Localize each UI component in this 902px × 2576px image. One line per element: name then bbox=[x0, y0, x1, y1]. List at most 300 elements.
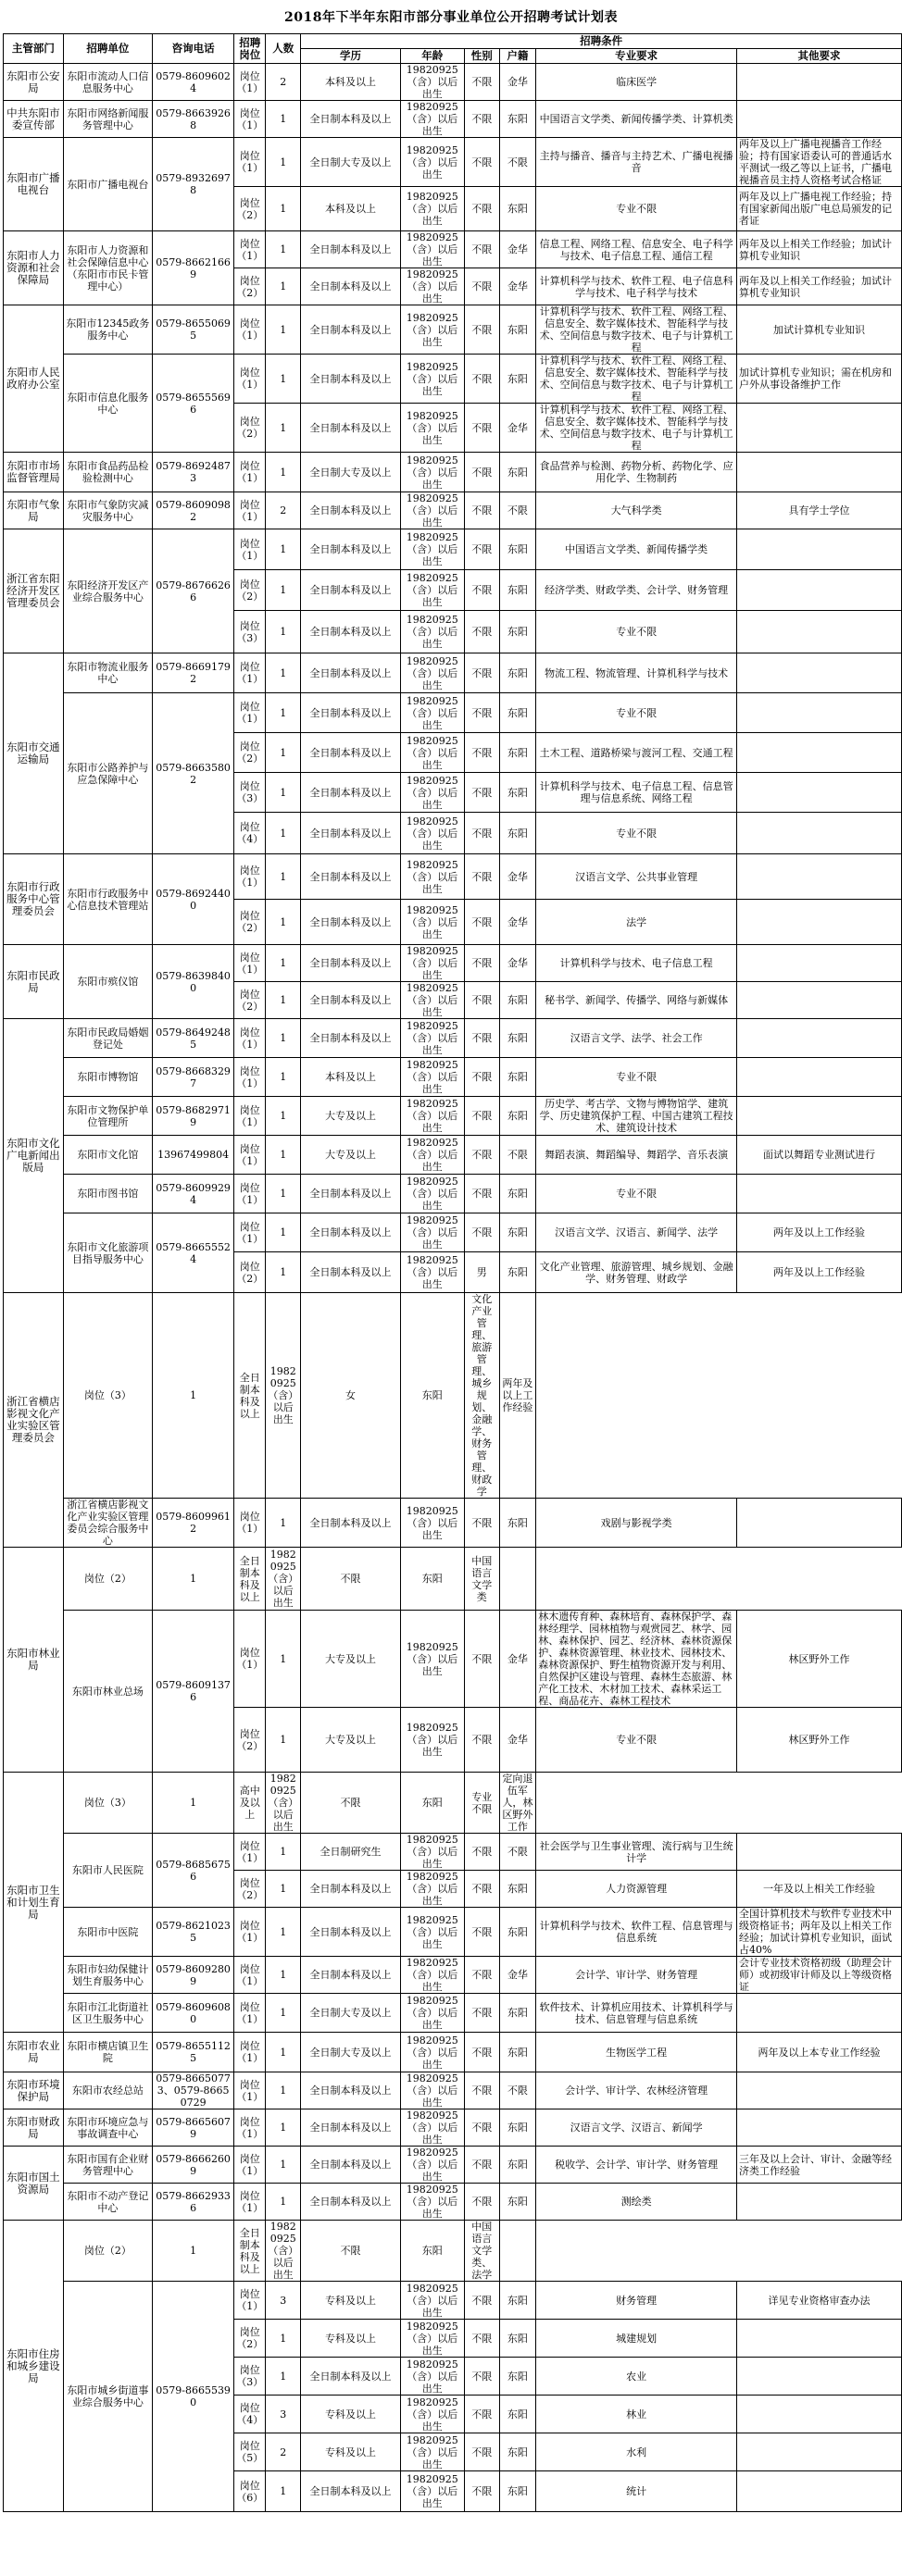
cell-post: 岗位（2） bbox=[234, 1708, 266, 1773]
age-line: 19820925 bbox=[406, 1995, 458, 2007]
cell-hukou: 东阳 bbox=[499, 2147, 536, 2184]
table-row bbox=[4, 854, 902, 900]
cell-phone: 0579-86555696 bbox=[152, 355, 233, 453]
age-line: （含）以后 bbox=[407, 1149, 458, 1161]
cell-dept: 浙江省东阳经济开发区管理委员会 bbox=[4, 529, 64, 653]
table-row bbox=[4, 1957, 902, 1994]
cell-other: 加试计算机专业知识；需在机房和户外从事设备维护工作 bbox=[737, 355, 902, 404]
age-line: 19820925 bbox=[406, 945, 458, 957]
cell-hukou: 东阳 bbox=[400, 2221, 464, 2282]
cell-count: 1 bbox=[266, 1175, 301, 1213]
cell-edu: 全日制本科及以上 bbox=[301, 268, 401, 305]
cell-post: 岗位（1） bbox=[234, 355, 266, 404]
cell-hukou: 东阳 bbox=[400, 1773, 464, 1834]
age-line: 出生 bbox=[421, 1664, 443, 1677]
age-line: （含）以后 bbox=[407, 1969, 458, 1981]
cell-phone: 0579-89326978 bbox=[152, 138, 233, 231]
cell-unit: 东阳市食品药品检验检测中心 bbox=[63, 453, 152, 492]
cell-major: 计算机科学与技术、软件工程、网络工程、信息安全、数字媒体技术、智能科学与技术、空间信息与数字技术、电子与计算机工程 bbox=[536, 355, 737, 404]
cell-major: 汉语言文学、汉语言、新闻学、法学 bbox=[536, 1213, 737, 1252]
table-row bbox=[4, 138, 902, 187]
cell-hukou: 东阳 bbox=[499, 2471, 536, 2512]
cell-hukou: 东阳 bbox=[499, 2320, 536, 2358]
cell-edu: 全日制本科及以上 bbox=[301, 1871, 401, 1908]
table-row bbox=[4, 1499, 902, 1548]
cell-unit: 东阳市国有企业财务管理中心 bbox=[63, 2147, 152, 2184]
cell-count: 2 bbox=[266, 492, 301, 529]
cell-gender: 不限 bbox=[464, 2282, 499, 2320]
cell-post: 岗位（1） bbox=[234, 693, 266, 733]
cell-other: 两年及以上工作经验 bbox=[737, 1213, 902, 1252]
cell-phone: 0579-86398400 bbox=[152, 945, 233, 1019]
age-line: （含）以后 bbox=[407, 786, 458, 799]
cell-post: 岗位（1） bbox=[234, 1834, 266, 1871]
cell-other bbox=[737, 1994, 902, 2033]
cell-hukou: 东阳 bbox=[499, 1097, 536, 1136]
cell-hukou: 东阳 bbox=[499, 2033, 536, 2072]
cell-edu: 全日制本科及以上 bbox=[301, 1957, 401, 1994]
cell-count: 1 bbox=[152, 1548, 233, 1611]
cell-gender: 不限 bbox=[464, 1019, 499, 1058]
cell-edu: 全日制本科及以上 bbox=[234, 1293, 266, 1499]
cell-count: 1 bbox=[266, 453, 301, 492]
age-line: 出生 bbox=[421, 1083, 443, 1095]
cell-hukou: 东阳 bbox=[499, 570, 536, 611]
cell-post: 岗位（3） bbox=[234, 773, 266, 813]
cell-post: 岗位（1） bbox=[234, 2033, 266, 2072]
cell-other: 两年及以上相关工作经验；加试计算机专业知识 bbox=[737, 231, 902, 268]
age-line: 出生 bbox=[421, 255, 443, 268]
age-line: 19820925 bbox=[406, 2184, 458, 2196]
cell-gender: 不限 bbox=[464, 982, 499, 1019]
cell-post: 岗位（1） bbox=[234, 1908, 266, 1957]
cell-age bbox=[400, 1175, 464, 1213]
table-row bbox=[4, 64, 902, 101]
cell-post: 岗位（1） bbox=[234, 529, 266, 570]
cell-other: 林区野外工作 bbox=[737, 1611, 902, 1708]
cell-phone: 0579-86550695 bbox=[152, 305, 233, 355]
cell-post: 岗位（2） bbox=[234, 1252, 266, 1293]
age-line: 19820925 bbox=[406, 409, 458, 422]
cell-gender: 不限 bbox=[464, 653, 499, 693]
cell-post: 岗位（3） bbox=[234, 2358, 266, 2396]
cell-edu: 全日制本科及以上 bbox=[301, 2358, 401, 2396]
cell-age bbox=[400, 404, 464, 453]
cell-major: 计算机科学与技术、软件工程、信息管理与信息系统 bbox=[536, 1908, 737, 1957]
cell-hukou: 东阳 bbox=[499, 773, 536, 813]
cell-phone: 0579-86551125 bbox=[152, 2033, 233, 2072]
cell-unit: 东阳市物流业服务中心 bbox=[63, 653, 152, 693]
cell-other bbox=[737, 611, 902, 653]
cell-other bbox=[737, 64, 902, 101]
cell-hukou: 东阳 bbox=[499, 1871, 536, 1908]
cell-edu: 全日制大专及以上 bbox=[301, 138, 401, 187]
cell-gender: 不限 bbox=[464, 2184, 499, 2221]
age-line: 出生 bbox=[421, 758, 443, 771]
cell-edu: 全日制本科及以上 bbox=[301, 982, 401, 1019]
table-row bbox=[4, 305, 902, 355]
cell-edu: 全日制本科及以上 bbox=[301, 733, 401, 773]
age-line: 出生 bbox=[421, 88, 443, 100]
age-line: 19820925 bbox=[406, 774, 458, 787]
cell-dept: 东阳市国土资源局 bbox=[4, 2147, 64, 2221]
table-row bbox=[4, 492, 902, 529]
header-row-top bbox=[4, 34, 902, 49]
cell-count: 1 bbox=[266, 1994, 301, 2033]
table-row bbox=[4, 1611, 902, 1708]
cell-edu: 全日制本科及以上 bbox=[301, 813, 401, 854]
cell-count: 1 bbox=[266, 773, 301, 813]
cell-other: 林区野外工作 bbox=[737, 1708, 902, 1773]
cell-count: 1 bbox=[266, 1499, 301, 1548]
cell-hukou: 金华 bbox=[499, 64, 536, 101]
cell-phone: 0579-86662609 bbox=[152, 2147, 233, 2184]
cell-other bbox=[737, 854, 902, 900]
age-line: （含）以后 bbox=[407, 1925, 458, 1938]
table-row bbox=[4, 1019, 902, 1058]
cell-post: 岗位（1） bbox=[234, 2184, 266, 2221]
cell-edu: 全日制本科及以上 bbox=[301, 773, 401, 813]
age-line: 出生 bbox=[421, 678, 443, 691]
age-line: 19820925 bbox=[406, 231, 458, 243]
cell-other: 两年及以上工作经验 bbox=[737, 1252, 902, 1293]
age-line: 19820925 bbox=[406, 2433, 458, 2446]
cell-post: 岗位（1） bbox=[234, 453, 266, 492]
cell-unit: 东阳市公路养护与应急保障中心 bbox=[63, 693, 152, 854]
cell-gender: 不限 bbox=[464, 453, 499, 492]
cell-age bbox=[400, 1957, 464, 1994]
table-row bbox=[4, 2147, 902, 2184]
cell-major: 舞蹈表演、舞蹈编导、舞蹈学、音乐表演 bbox=[536, 1136, 737, 1175]
cell-major: 秘书学、新闻学、传播学、网络与新媒体 bbox=[536, 982, 737, 1019]
cell-phone: 0579-86091376 bbox=[152, 1611, 233, 1773]
cell-phone: 0579-86092809 bbox=[152, 1957, 233, 1994]
cell-count: 1 bbox=[266, 101, 301, 138]
cell-dept: 东阳市农业局 bbox=[4, 2033, 64, 2072]
cell-major: 会计学、审计学、财务管理 bbox=[536, 1957, 737, 1994]
cell-unit: 东阳市妇幼保健计划生育服务中心 bbox=[63, 1957, 152, 1994]
cell-post: 岗位（1） bbox=[234, 854, 266, 900]
cell-post: 岗位（1） bbox=[234, 1136, 266, 1175]
age-line: 出生 bbox=[421, 433, 443, 446]
cell-post: 岗位（2） bbox=[234, 268, 266, 305]
cell-unit: 东阳市文化旅游项目指导服务中心 bbox=[63, 1213, 152, 1293]
cell-count: 1 bbox=[266, 2147, 301, 2184]
age-line: 19820925 bbox=[269, 1549, 296, 1573]
cell-age bbox=[400, 1908, 464, 1957]
cell-other bbox=[737, 453, 902, 492]
cell-major: 土木工程、道路桥梁与渡河工程、交通工程 bbox=[536, 733, 737, 773]
age-line: （含）以后 bbox=[407, 1266, 458, 1278]
header-count: 人数 bbox=[266, 34, 301, 64]
cell-unit: 东阳市网络新闻服务管理中心 bbox=[63, 101, 152, 138]
cell-hukou: 东阳 bbox=[499, 1175, 536, 1213]
cell-post: 岗位（2） bbox=[63, 1548, 152, 1611]
cell-edu: 大专及以上 bbox=[301, 1611, 401, 1708]
cell-count: 1 bbox=[266, 570, 301, 611]
cell-count: 1 bbox=[266, 1957, 301, 1994]
cell-post: 岗位（3） bbox=[234, 611, 266, 653]
cell-age bbox=[400, 693, 464, 733]
cell-age bbox=[400, 101, 464, 138]
cell-edu: 全日制大专及以上 bbox=[301, 1994, 401, 2033]
cell-phone: 0579-86090982 bbox=[152, 492, 233, 529]
cell-hukou: 金华 bbox=[499, 231, 536, 268]
age-line: （含）以后 bbox=[407, 626, 458, 638]
cell-phone: 0579-86656079 bbox=[152, 2109, 233, 2147]
age-line: （含）以后 bbox=[407, 584, 458, 596]
cell-count: 1 bbox=[266, 1213, 301, 1252]
age-line: 19820925 bbox=[406, 1957, 458, 1969]
age-line: 19820925 bbox=[269, 1773, 296, 1797]
cell-other bbox=[737, 2320, 902, 2358]
cell-count: 1 bbox=[266, 982, 301, 1019]
table-row bbox=[4, 2282, 902, 2320]
cell-edu: 全日制本科及以上 bbox=[301, 101, 401, 138]
cell-count: 1 bbox=[266, 2033, 301, 2072]
cell-post: 岗位（2） bbox=[234, 404, 266, 453]
table-row bbox=[4, 355, 902, 404]
cell-edu: 全日制本科及以上 bbox=[301, 693, 401, 733]
age-line: 19820925 bbox=[406, 64, 458, 76]
header-post: 招聘岗位 bbox=[234, 34, 266, 64]
age-line: 19820925 bbox=[406, 614, 458, 626]
cell-edu: 全日制本科及以上 bbox=[301, 1019, 401, 1058]
cell-age bbox=[400, 1834, 464, 1871]
cell-hukou: 东阳 bbox=[499, 813, 536, 854]
cell-edu: 全日制本科及以上 bbox=[301, 854, 401, 900]
age-line: （含）以后 bbox=[407, 957, 458, 969]
table-row bbox=[4, 2033, 902, 2072]
cell-count: 1 bbox=[266, 1611, 301, 1708]
cell-hukou: 东阳 bbox=[499, 2433, 536, 2471]
cell-gender: 不限 bbox=[464, 693, 499, 733]
cell-age bbox=[400, 268, 464, 305]
age-line: 19820925 bbox=[269, 1365, 296, 1389]
age-line: （含）以后 bbox=[407, 113, 458, 125]
table-row bbox=[4, 1994, 902, 2033]
cell-edu: 专科及以上 bbox=[301, 2396, 401, 2433]
age-line: （含）以后 bbox=[407, 280, 458, 292]
age-line: 出生 bbox=[421, 2382, 443, 2395]
cell-unit: 东阳市横店镇卫生院 bbox=[63, 2033, 152, 2072]
cell-major: 中国语言文学类 bbox=[464, 1548, 499, 1611]
cell-edu: 全日制本科及以上 bbox=[301, 2184, 401, 2221]
cell-major: 会计学、审计学、农林经济管理 bbox=[536, 2072, 737, 2109]
cell-hukou: 东阳 bbox=[499, 1499, 536, 1548]
age-line: （含）以后 bbox=[407, 746, 458, 759]
cell-count: 1 bbox=[266, 854, 301, 900]
cell-major: 信息工程、网络工程、信息安全、电子科学与技术、电子信息工程、通信工程 bbox=[536, 231, 737, 268]
cell-age bbox=[400, 2358, 464, 2396]
cell-hukou: 东阳 bbox=[499, 355, 536, 404]
cell-hukou: 东阳 bbox=[499, 2358, 536, 2396]
cell-other bbox=[737, 733, 902, 773]
cell-post: 岗位（1） bbox=[234, 1957, 266, 1994]
cell-post: 岗位（1） bbox=[234, 1097, 266, 1136]
cell-post: 岗位（1） bbox=[234, 101, 266, 138]
age-line: 19820925 bbox=[406, 572, 458, 584]
cell-edu: 全日制本科及以上 bbox=[301, 1175, 401, 1213]
cell-major: 专业不限 bbox=[536, 693, 737, 733]
age-line: 出生 bbox=[421, 2306, 443, 2319]
cell-age bbox=[266, 1773, 301, 1834]
cell-count: 2 bbox=[266, 2433, 301, 2471]
cell-post: 岗位（6） bbox=[234, 2471, 266, 2512]
cell-major: 专业不限 bbox=[536, 1708, 737, 1773]
cell-major: 中国语言文学类、新闻传播学类 bbox=[536, 529, 737, 570]
age-line: 19820925 bbox=[406, 1871, 458, 1883]
cell-hukou: 东阳 bbox=[499, 1908, 536, 1957]
cell-gender: 不限 bbox=[464, 733, 499, 773]
cell-other bbox=[499, 1548, 536, 1611]
cell-phone: 0579-86924400 bbox=[152, 854, 233, 945]
cell-gender: 不限 bbox=[464, 2320, 499, 2358]
cell-post: 岗位（2） bbox=[234, 1871, 266, 1908]
cell-gender: 不限 bbox=[464, 611, 499, 653]
cell-gender: 不限 bbox=[464, 404, 499, 453]
cell-edu: 全日制本科及以上 bbox=[301, 231, 401, 268]
cell-post: 岗位（1） bbox=[234, 64, 266, 101]
age-line: 出生 bbox=[421, 2458, 443, 2470]
cell-unit: 东阳市博物馆 bbox=[63, 1058, 152, 1097]
cell-phone: 0579-86655390 bbox=[152, 2282, 233, 2512]
age-line: 19820925 bbox=[406, 360, 458, 373]
cell-other: 三年及以上会计、审计、金融等经济类工作经验 bbox=[737, 2147, 902, 2184]
cell-major: 林业 bbox=[536, 2396, 737, 2433]
cell-age bbox=[400, 2282, 464, 2320]
cell-post: 岗位（5） bbox=[234, 2433, 266, 2471]
cell-other: 两年及以上相关工作经验；加试计算机专业知识 bbox=[737, 268, 902, 305]
cell-phone: 0579-86829719 bbox=[152, 1097, 233, 1136]
cell-gender: 不限 bbox=[464, 900, 499, 945]
cell-phone: 0579-86635802 bbox=[152, 693, 233, 854]
age-line: （含）以后 bbox=[268, 2245, 299, 2269]
age-line: （含）以后 bbox=[407, 2084, 458, 2097]
cell-edu: 专科及以上 bbox=[301, 2433, 401, 2471]
cell-unit: 东阳市城乡街道事业综合服务中心 bbox=[63, 2282, 152, 2512]
age-line: 19820925 bbox=[406, 1059, 458, 1071]
age-line: 出生 bbox=[421, 882, 443, 895]
age-line: （含）以后 bbox=[268, 1389, 299, 1413]
age-line: 19820925 bbox=[406, 2282, 458, 2295]
cell-phone: 0579-86099294 bbox=[152, 1175, 233, 1213]
cell-other bbox=[737, 1175, 902, 1213]
cell-gender: 不限 bbox=[464, 813, 499, 854]
cell-edu: 全日制大专及以上 bbox=[301, 453, 401, 492]
cell-post: 岗位（1） bbox=[234, 653, 266, 693]
age-line: 出生 bbox=[272, 1821, 294, 1833]
cell-other bbox=[737, 2471, 902, 2512]
cell-count: 1 bbox=[266, 2320, 301, 2358]
table-row bbox=[4, 1213, 902, 1252]
cell-post: 岗位（2） bbox=[234, 2320, 266, 2358]
cell-major: 社会医学与卫生事业管理、流行病与卫生统计学 bbox=[536, 1834, 737, 1871]
cell-post: 岗位（1） bbox=[234, 2072, 266, 2109]
cell-phone: 0579-86650773、0579-86650729 bbox=[152, 2072, 233, 2109]
cell-phone: 0579-86629336 bbox=[152, 2184, 233, 2221]
cell-hukou: 东阳 bbox=[499, 1058, 536, 1097]
cell-hukou: 东阳 bbox=[499, 2396, 536, 2433]
age-line: 19820925 bbox=[406, 268, 458, 280]
age-line: 出生 bbox=[421, 1981, 443, 1993]
cell-age bbox=[400, 1252, 464, 1293]
cell-other: 两年及以上广播电视播音工作经验；持有国家语委认可的普通话水平测试一级乙等以上证书，广播电视播音员主持人资格考试合格证 bbox=[737, 138, 902, 187]
age-line: 出生 bbox=[421, 2208, 443, 2220]
cell-unit: 东阳市环境应急与事故调查中心 bbox=[63, 2109, 152, 2147]
cell-major: 文化产业管理、旅游管理、城乡规划、金融学、财务管理、财政学 bbox=[464, 1293, 499, 1499]
cell-gender: 不限 bbox=[464, 854, 499, 900]
age-line: （含）以后 bbox=[407, 1516, 458, 1529]
cell-age bbox=[400, 2433, 464, 2471]
cell-dept: 东阳市人力资源和社会保障局 bbox=[4, 231, 64, 305]
cell-phone: 13967499804 bbox=[152, 1136, 233, 1175]
cell-gender: 不限 bbox=[464, 1994, 499, 2033]
cell-unit: 东阳市文化馆 bbox=[63, 1136, 152, 1175]
cell-major: 水利 bbox=[536, 2433, 737, 2471]
table-row bbox=[4, 1058, 902, 1097]
age-line: 19820925 bbox=[406, 1640, 458, 1653]
cell-major: 专业不限 bbox=[536, 813, 737, 854]
age-line: （含）以后 bbox=[407, 1652, 458, 1665]
cell-other bbox=[737, 982, 902, 1019]
table-body bbox=[4, 64, 902, 2512]
table-row bbox=[4, 1834, 902, 1871]
cell-unit: 东阳市农经总站 bbox=[63, 2072, 152, 2109]
age-line: 出生 bbox=[421, 1238, 443, 1251]
cell-age bbox=[400, 1499, 464, 1548]
cell-count: 1 bbox=[266, 1871, 301, 1908]
cell-age bbox=[400, 2320, 464, 2358]
cell-other bbox=[737, 653, 902, 693]
cell-gender: 不限 bbox=[301, 1773, 401, 1834]
cell-post: 岗位（1） bbox=[234, 231, 266, 268]
age-line: 19820925 bbox=[406, 1214, 458, 1226]
cell-edu: 专科及以上 bbox=[301, 2320, 401, 2358]
cell-edu: 本科及以上 bbox=[301, 187, 401, 231]
cell-edu: 本科及以上 bbox=[301, 64, 401, 101]
cell-other bbox=[737, 1019, 902, 1058]
age-line: （含）以后 bbox=[407, 1110, 458, 1122]
cell-post: 岗位（2） bbox=[234, 570, 266, 611]
age-line: （含）以后 bbox=[407, 156, 458, 168]
table-row bbox=[4, 453, 902, 492]
cell-post: 岗位（3） bbox=[63, 1773, 152, 1834]
table-row bbox=[4, 1773, 902, 1834]
age-line: 出生 bbox=[272, 2269, 294, 2281]
cell-major: 法学 bbox=[536, 900, 737, 945]
cell-age bbox=[400, 1994, 464, 2033]
cell-major: 软件技术、计算机应用技术、计算机科学与技术、信息管理与信息系统 bbox=[536, 1994, 737, 2033]
cell-age bbox=[400, 900, 464, 945]
cell-post: 岗位（1） bbox=[234, 1213, 266, 1252]
cell-major: 税收学、会计学、审计学、财务管理 bbox=[536, 2147, 737, 2184]
table-row bbox=[4, 1548, 902, 1611]
cell-post: 岗位（1） bbox=[234, 492, 266, 529]
cell-age bbox=[400, 1136, 464, 1175]
cell-other bbox=[737, 1058, 902, 1097]
header-dept: 主管部门 bbox=[4, 34, 64, 64]
age-line: 出生 bbox=[421, 555, 443, 567]
age-line: 出生 bbox=[272, 1597, 294, 1609]
header-conditions: 招聘条件 bbox=[301, 34, 902, 49]
cell-dept: 东阳市民政局 bbox=[4, 945, 64, 1019]
cell-major: 中国语言文学类、新闻传播学类、计算机类 bbox=[536, 101, 737, 138]
cell-edu: 全日制本科及以上 bbox=[301, 2471, 401, 2512]
cell-count: 1 bbox=[152, 1773, 233, 1834]
cell-major: 汉语言文学、汉语言、新闻学 bbox=[536, 2109, 737, 2147]
age-line: （含）以后 bbox=[407, 2046, 458, 2059]
